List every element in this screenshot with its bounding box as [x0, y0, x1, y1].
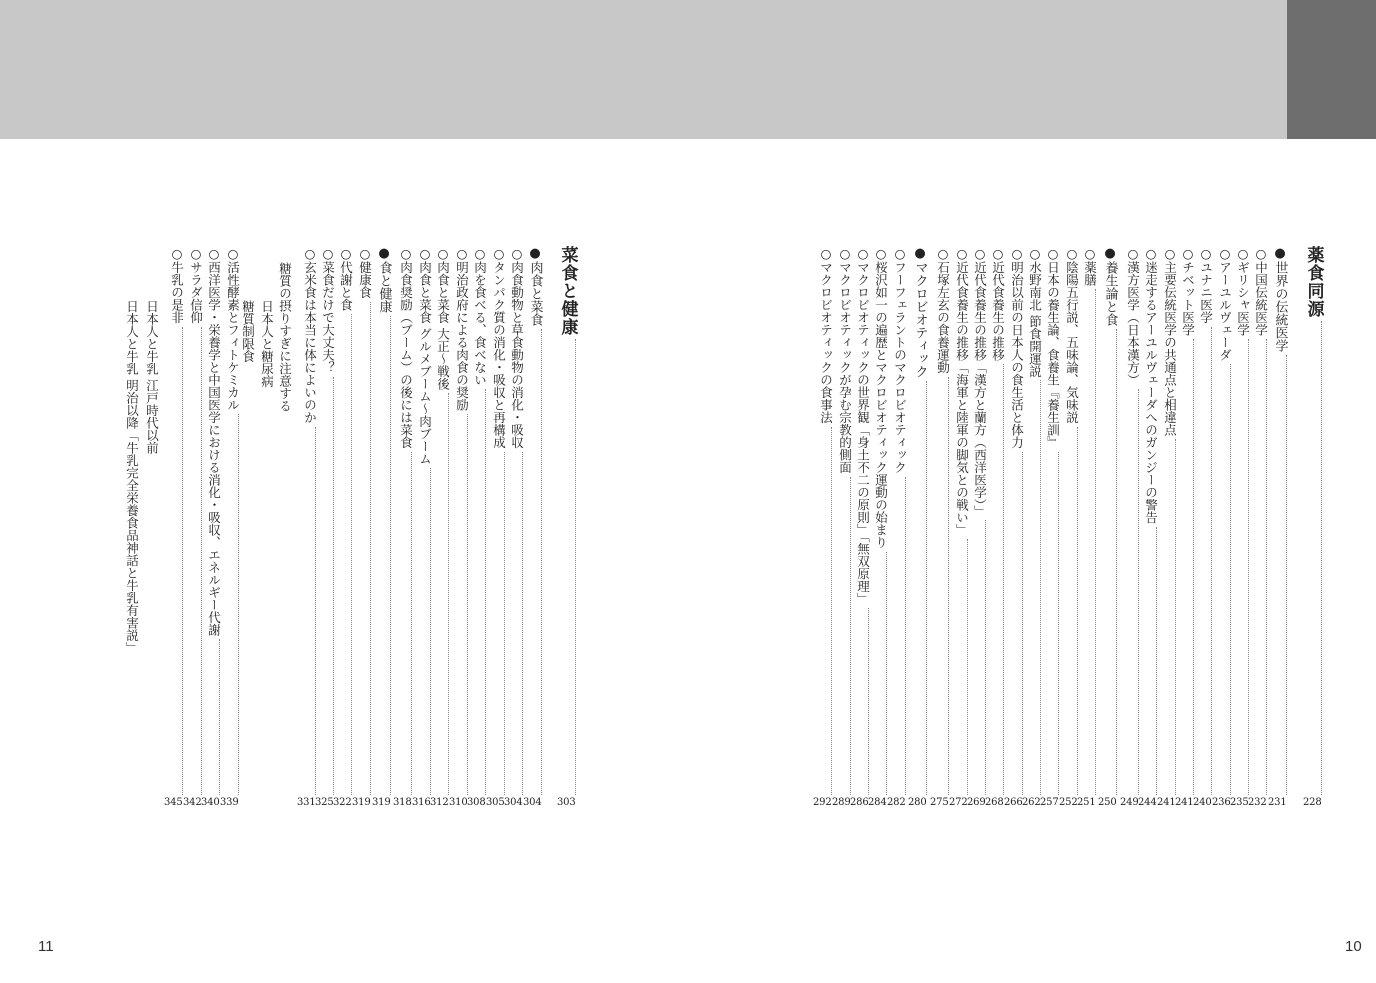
dot-leader	[1303, 321, 1322, 795]
subentry-title: 糖質制限食	[240, 300, 256, 363]
entry-title: ○サラダ信仰	[188, 246, 204, 324]
toc-entry[interactable]	[504, 246, 523, 808]
dot-leader	[908, 381, 927, 795]
entry-title: ○チベット医学	[1180, 246, 1196, 336]
dot-leader	[887, 477, 906, 796]
dot-leader	[333, 314, 352, 795]
toc-entry[interactable]	[333, 246, 352, 808]
toc-entry[interactable]	[315, 246, 334, 808]
toc-entry[interactable]	[1040, 246, 1059, 808]
page-ref: 316	[412, 797, 431, 808]
page-ref: 303	[557, 797, 576, 808]
entry-title: ○西洋医学・栄養学と中国医学における消化・吸収、エネルギー代謝	[206, 246, 222, 636]
page-ref: 272	[949, 797, 968, 808]
entry-title: ○主要伝統医学の共通点と相違点	[1162, 246, 1178, 436]
page-ref: 331	[297, 797, 316, 808]
entry-title: ○牛乳の是非	[169, 246, 185, 324]
page-ref: 250	[1098, 797, 1117, 808]
entry-title: ○活性酵素とフィトケミカル	[225, 246, 241, 411]
page-ref: 340	[201, 797, 220, 808]
dot-leader	[183, 327, 202, 796]
toc-entry[interactable]	[449, 246, 468, 808]
toc-entry[interactable]	[1212, 246, 1231, 808]
entry-title: ○肉食と菜食 グルメブーム〜肉ブーム	[417, 246, 433, 465]
page-ref: 286	[850, 797, 869, 808]
toc-entry[interactable]	[1230, 246, 1249, 808]
entry-title: ○近代食養生の推移「漢方と蘭方（西洋医学）」	[972, 246, 988, 518]
toc-entry[interactable]	[1157, 246, 1176, 808]
entry-title: ○マクロビオティックの食事法	[818, 246, 834, 424]
page-ref: 339	[220, 797, 239, 808]
dot-leader	[850, 608, 869, 795]
toc-subentry[interactable]	[241, 300, 254, 363]
toc-entry[interactable]	[985, 246, 1004, 808]
page-ref: 305	[486, 797, 505, 808]
entry-title: ○タンパク質の消化・吸収と再構成	[491, 246, 507, 449]
toc-entry[interactable]	[486, 246, 505, 808]
dot-leader	[201, 639, 220, 795]
toc-entry[interactable]	[352, 246, 371, 808]
toc-entry[interactable]	[297, 246, 316, 808]
toc-entry[interactable]	[1248, 246, 1267, 808]
page-ref: 292	[813, 797, 832, 808]
dot-leader	[949, 539, 968, 795]
page-ref: 304	[504, 797, 523, 808]
entry-title: ○漢方医学（日本漢方）	[1125, 246, 1141, 386]
dot-leader	[412, 468, 431, 795]
toc-entry[interactable]	[1120, 246, 1139, 808]
entry-title: ○肉食と菜食 大正〜戦後	[435, 246, 451, 390]
entry-title: ○中国伝統医学	[1253, 246, 1269, 336]
page-ref: 241	[1175, 797, 1194, 808]
toc-entry[interactable]	[220, 246, 239, 808]
dot-leader	[1004, 452, 1023, 796]
dot-leader	[1175, 339, 1194, 795]
entry-title: ○近代食養生の推移「海軍と陸軍の脚気との戦い」	[954, 246, 970, 536]
subentry-title: 日本人と牛乳 明治以降「牛乳完全栄養食品神話と牛乳有害説」	[124, 300, 140, 654]
dot-leader	[557, 339, 576, 795]
page-ref: 262	[1022, 797, 1041, 808]
dot-leader	[393, 452, 412, 796]
page-ref: 268	[985, 797, 1004, 808]
page-ref: 308	[467, 797, 486, 808]
toc-entry[interactable]	[430, 246, 449, 808]
toc-entry[interactable]	[393, 246, 412, 808]
dot-leader	[1230, 339, 1249, 795]
entry-title: ○肉食奨励（ブーム）の後には菜食	[398, 246, 414, 449]
entry-title: ○ギリシャ医学	[1235, 246, 1251, 336]
dot-leader	[985, 364, 1004, 795]
dot-leader	[1157, 439, 1176, 795]
toc-entry[interactable]	[868, 246, 887, 808]
entry-title: ○代謝と食	[338, 246, 354, 311]
page-ref: 289	[832, 797, 851, 808]
subentry-title: 日本人と糖尿病	[259, 300, 275, 388]
entry-title: ○玄米食は本当に体によいのか	[302, 246, 318, 424]
entry-title: ○健康食	[357, 246, 373, 299]
toc-entry[interactable]	[1059, 246, 1078, 808]
toc-entry[interactable]	[1175, 246, 1194, 808]
dot-leader	[1022, 380, 1041, 795]
dot-leader	[1040, 452, 1059, 796]
page-ref: 319	[352, 797, 371, 808]
dot-leader	[486, 452, 505, 796]
subentry-title: 糖質の摂りすぎに注意する	[277, 262, 293, 412]
entry-title: ○日本の養生論、食養生『養生訓』	[1045, 246, 1061, 449]
toc-entry[interactable]	[967, 246, 986, 808]
dot-leader	[220, 414, 239, 795]
toc-entry[interactable]	[1022, 246, 1041, 808]
toc-entry[interactable]	[832, 246, 851, 808]
page-ref: 282	[887, 797, 906, 808]
dot-leader	[523, 329, 542, 795]
toc-chapter-saishoku-to-kenko[interactable]	[557, 246, 576, 808]
entry-title: ○迷走するアーユルヴェーダへのガンジーの警告	[1143, 246, 1159, 524]
page-ref: 244	[1138, 797, 1157, 808]
page-ref: 319	[372, 797, 391, 808]
dot-leader	[1212, 364, 1231, 795]
entry-title: ○菜食だけで大丈夫？	[320, 246, 336, 374]
page-number-right: 10	[1345, 938, 1362, 955]
dot-leader	[930, 377, 949, 796]
page-ref: 318	[393, 797, 412, 808]
section-title: ●食と健康	[376, 246, 392, 313]
dot-leader	[967, 520, 986, 795]
dot-leader	[813, 427, 832, 796]
dot-leader	[372, 316, 391, 795]
dot-leader	[164, 327, 183, 796]
toc-entry[interactable]	[1004, 246, 1023, 808]
page-ref: 325	[315, 797, 334, 808]
page-ref: 257	[1040, 797, 1059, 808]
toc-entry[interactable]	[850, 246, 869, 808]
chapter-title: 菜食と健康	[557, 246, 578, 336]
dot-leader	[832, 477, 851, 796]
page-ref: 342	[183, 797, 202, 808]
dot-leader	[868, 552, 887, 796]
page-ref: 269	[967, 797, 986, 808]
page-ref: 232	[1248, 797, 1267, 808]
page-ref: 266	[1004, 797, 1023, 808]
toc-subentry[interactable]	[260, 300, 273, 388]
toc-entry[interactable]	[813, 246, 832, 808]
dot-leader	[1193, 327, 1212, 796]
page-ref: 249	[1120, 797, 1139, 808]
toc-entry[interactable]	[949, 246, 968, 808]
page-ref: 252	[1059, 797, 1078, 808]
toc-entry[interactable]	[1077, 246, 1096, 808]
entry-title: ○水野南北 節食開運説	[1027, 246, 1043, 378]
dot-leader	[430, 393, 449, 795]
toc-entry[interactable]	[183, 246, 202, 808]
toc-section[interactable]	[1268, 246, 1287, 808]
dot-leader	[1138, 527, 1157, 796]
page-ref: 312	[430, 797, 449, 808]
section-title: ●肉食と菜食	[527, 246, 543, 326]
page-ref: 228	[1303, 797, 1322, 808]
dot-leader	[1268, 355, 1287, 795]
toc-entry[interactable]	[1193, 246, 1212, 808]
toc-entry[interactable]	[467, 246, 486, 808]
entry-title: ○明治政府による肉食の奨励	[454, 246, 470, 411]
toc-subentry[interactable]	[125, 300, 138, 654]
entry-title: ○石塚左玄の食養運動	[935, 246, 951, 374]
page-ref: 304	[523, 797, 542, 808]
toc-entry[interactable]	[930, 246, 949, 808]
section-title: ●養生論と食	[1102, 246, 1118, 326]
page-ref: 231	[1268, 797, 1287, 808]
toc-entry[interactable]	[201, 246, 220, 808]
dot-leader	[1098, 329, 1117, 795]
toc-chapter-yakushoku-dogen[interactable]	[1303, 246, 1322, 808]
page-ref: 345	[164, 797, 183, 808]
entry-title: ○薬膳	[1082, 246, 1098, 286]
entry-title: ○フーフェラントのマクロビオティック	[892, 246, 908, 474]
page-ref: 235	[1230, 797, 1249, 808]
dot-leader	[1120, 389, 1139, 795]
section-title: ●世界の伝統医学	[1272, 246, 1288, 352]
page-ref: 236	[1212, 797, 1231, 808]
page-ref: 275	[930, 797, 949, 808]
toc-section[interactable]	[372, 246, 391, 808]
dot-leader	[315, 377, 334, 796]
toc-entry[interactable]	[164, 246, 183, 808]
page-ref: 322	[333, 797, 352, 808]
dot-leader	[449, 414, 468, 795]
toc-section[interactable]	[1098, 246, 1117, 808]
chapter-title: 薬食同源	[1303, 246, 1324, 318]
page-ref: 240	[1193, 797, 1212, 808]
page-ref: 310	[449, 797, 468, 808]
toc-section[interactable]	[523, 246, 542, 808]
entry-title: ○ユナニ医学	[1198, 246, 1214, 324]
subentry-title: 日本人と牛乳 江戸時代以前	[144, 300, 160, 454]
entry-title: ○桜沢如一の遍歴とマクロビオティック運動の始まり	[873, 246, 889, 549]
toc-subentry[interactable]	[278, 262, 291, 412]
page-ref: 251	[1077, 797, 1096, 808]
entry-title: ○肉を食べる、食べない	[472, 246, 488, 386]
toc-section[interactable]	[908, 246, 927, 808]
entry-title: ○陰陽五行説、五味論、気味説	[1064, 246, 1080, 424]
toc-entry[interactable]	[887, 246, 906, 808]
dot-leader	[467, 389, 486, 795]
entry-title: ○マクロビオティックが孕む宗教的側面	[837, 246, 853, 474]
entry-title: ○肉食動物と草食動物の消化・吸収	[509, 246, 525, 449]
page-ref: 284	[868, 797, 887, 808]
page-ref: 241	[1157, 797, 1176, 808]
dot-leader	[352, 302, 371, 796]
dot-leader	[1248, 339, 1267, 795]
entry-title: ○アーユルヴェーダ	[1217, 246, 1233, 361]
toc-entry[interactable]	[1138, 246, 1157, 808]
dot-leader	[1077, 289, 1096, 795]
entry-title: ○マクロビオティックの世界観「身土不二の原則」「無双原理」	[855, 246, 871, 605]
entry-title: ○近代食養生の推移	[990, 246, 1006, 361]
dot-leader	[504, 452, 523, 796]
page-number-left: 11	[38, 938, 54, 955]
entry-title: ○明治以前の日本人の食生活と体力	[1009, 246, 1025, 449]
toc-subentry[interactable]	[145, 300, 158, 454]
toc-entry[interactable]	[412, 246, 431, 808]
dot-leader	[297, 427, 316, 796]
dot-leader	[1059, 427, 1078, 796]
page-ref: 280	[908, 797, 927, 808]
section-title: ●マクロビオティック	[912, 246, 928, 378]
